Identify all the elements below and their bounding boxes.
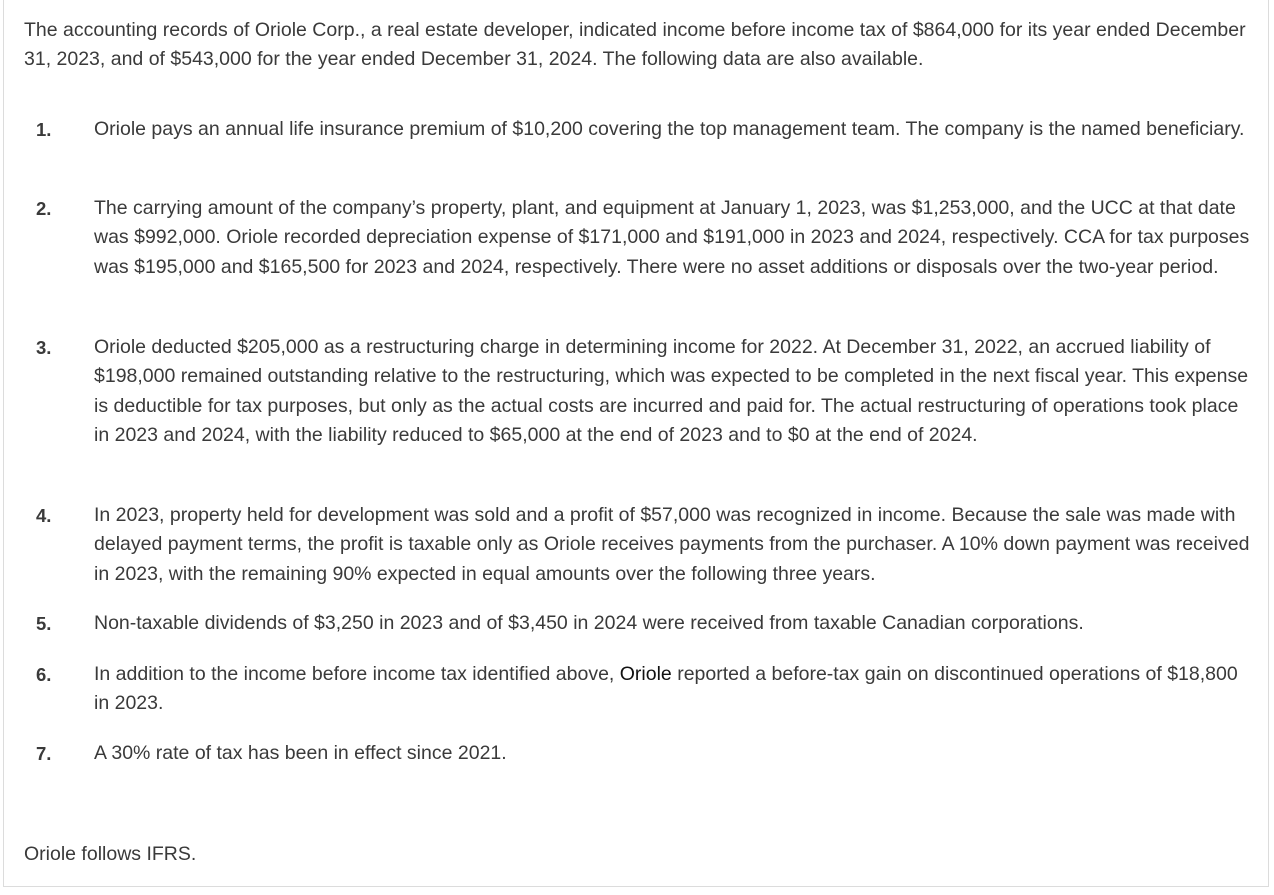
company-name: Oriole — [619, 663, 672, 685]
item-text: The carrying amount of the company’s property, plant, and equipment at January 1, 2023, was $1,253,000, and the UCC at that date was $992,000. Oriole recorded depreciation expense of $171,000 and $191,000 in 2023 and 2024, respectively. CCA for tax purposes was $195,000 and $165,500 for 2023 and 2024, respectively. There were no asset additions or disposals over the two-year period. — [94, 197, 1250, 278]
intro-paragraph: The accounting records of Oriole Corp., a real estate developer, indicated income before income tax of $864,000 for its year ended December 31, 2023, and of $543,000 for the year ended December 31, 2024. The following data are also available. — [24, 19, 1246, 70]
question-panel — [3, 0, 1269, 887]
footer-note: Oriole follows IFRS. — [24, 843, 197, 865]
item-number: 2. — [36, 198, 52, 219]
item-text: Oriole deducted $205,000 as a restructuring charge in determining income for 2022. At December 31, 2022, an accrued liability of $198,000 remained outstanding relative to the restructuring, which was expected to be completed in the next fiscal year. This expense is deductible for tax purposes, but only as the actual costs are incurred and paid for. The actual restructuring of operations took place in 2023 and 2024, with the liability reduced to $65,000 at the end of 2023 and to $0 at the end of 2024. — [94, 336, 1249, 446]
item-text: In 2023, property held for development was sold and a profit of $57,000 was recognized in income. Because the sale was made with delayed payment terms, the profit is taxable only as Oriole receives payments from the purchaser. A 10% down payment was received in 2023, with the remaining 90% expected in equal amounts over the following three years. — [94, 504, 1250, 585]
item-number: 7. — [36, 743, 52, 764]
item-number: 4. — [36, 505, 52, 526]
item-number: 3. — [36, 337, 52, 358]
item-text: A 30% rate of tax has been in effect since 2021. — [94, 742, 507, 764]
item-text: Oriole pays an annual life insurance premium of $10,200 covering the top management team. The company is the named beneficiary. — [94, 118, 1245, 140]
item-text-after: reported a before-tax gain on discontinued operations of $18,800 in 2023. — [94, 663, 1238, 715]
item-text — [94, 660, 1254, 719]
item-number: 1. — [36, 119, 52, 140]
item-text: Non-taxable dividends of $3,250 in 2023 and of $3,450 in 2024 were received from taxable Canadian corporations. — [94, 612, 1084, 634]
item-text-before: In addition to the income before income tax identified above, — [94, 663, 620, 685]
item-number: 5. — [36, 613, 52, 634]
item-number: 6. — [36, 664, 52, 685]
